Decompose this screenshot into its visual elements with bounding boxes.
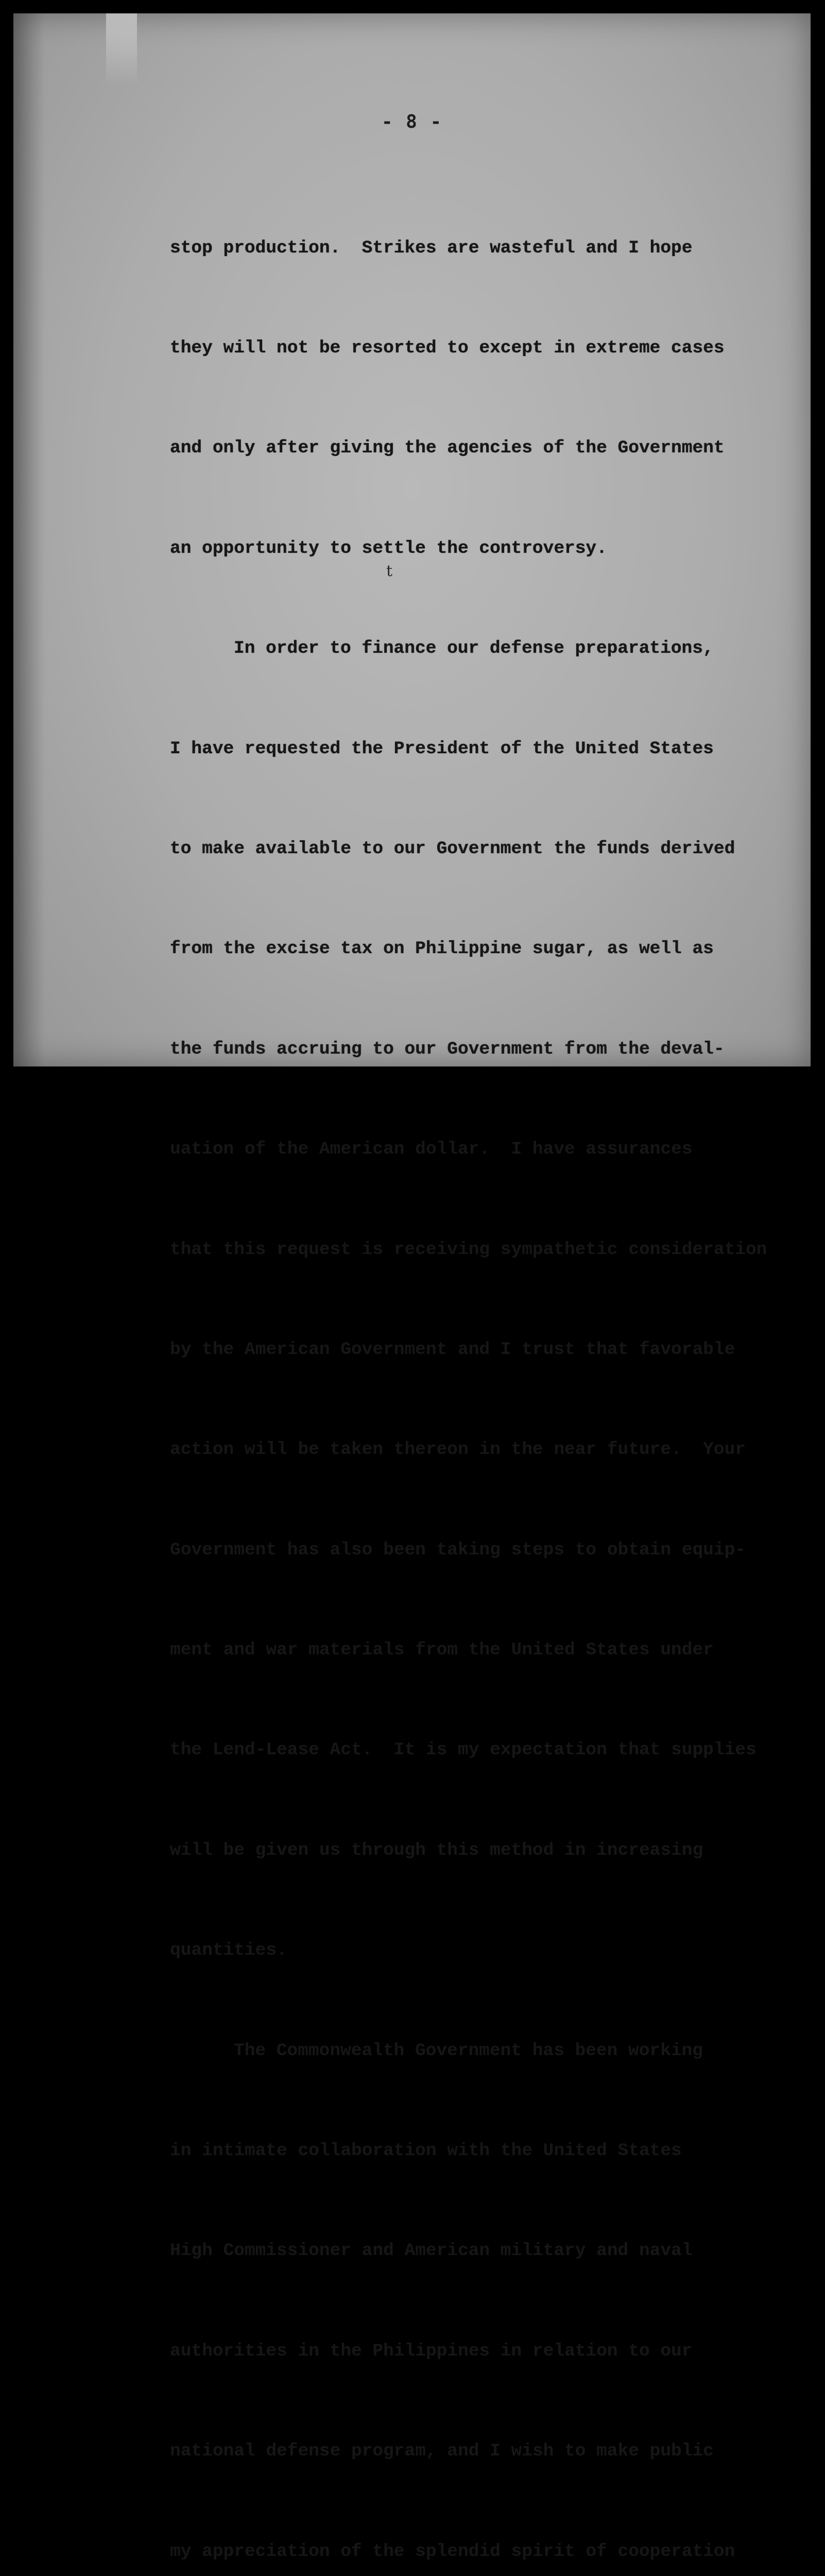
text-line: the funds accruing to our Government from the deval-	[170, 1039, 725, 1059]
text-line: authorities in the Philippines in relation to our	[170, 2341, 693, 2361]
page-number: - 8 -	[381, 111, 443, 132]
text-line: I have requested the President of the United States	[170, 738, 714, 759]
text-line: by the American Government and I trust that favorable	[170, 1339, 735, 1360]
paragraph-start-line: In order to finance our defense preparations,	[234, 638, 714, 659]
paragraph-start-line: The Commonwealth Government has been working	[234, 2040, 703, 2061]
text-line: will be given us through this method in increasing	[170, 1840, 703, 1860]
page-edge-shadow	[13, 13, 44, 1066]
text-line: from the excise tax on Philippine sugar, as well as	[170, 939, 714, 959]
typed-body-text	[170, 165, 767, 2576]
text-line: High Commissioner and American military and naval	[170, 2241, 693, 2261]
text-line: Government has also been taking steps to obtain equip-	[170, 1539, 746, 1560]
text-line: quantities.	[170, 1940, 287, 1961]
handwritten-correction-mark: t	[386, 562, 393, 580]
text-line: an opportunity to settle the controversy.	[170, 538, 607, 558]
text-line: to make available to our Government the funds derived	[170, 838, 735, 859]
text-line: in intimate collaboration with the United States	[170, 2141, 682, 2161]
text-line: they will not be resorted to except in extreme cases	[170, 337, 725, 358]
text-line: and only after giving the agencies of the Government	[170, 438, 725, 459]
text-line: stop production. Strikes are wasteful and I hope	[170, 238, 693, 258]
text-line: that this request is receiving sympathetic consideration	[170, 1239, 767, 1260]
text-line: national defense program, and I wish to make public	[170, 2441, 714, 2462]
text-line: action will be taken thereon in the near future. Your	[170, 1439, 746, 1460]
typed-page	[13, 13, 811, 2562]
text-line: ment and war materials from the United States under	[170, 1640, 714, 1660]
text-line: uation of the American dollar. I have assurances	[170, 1139, 693, 1160]
scan-smudge	[106, 13, 137, 86]
text-line: my appreciation of the splendid spirit of cooperation	[170, 2541, 735, 2562]
text-line: the Lend-Lease Act. It is my expectation that supplies	[170, 1740, 757, 1760]
